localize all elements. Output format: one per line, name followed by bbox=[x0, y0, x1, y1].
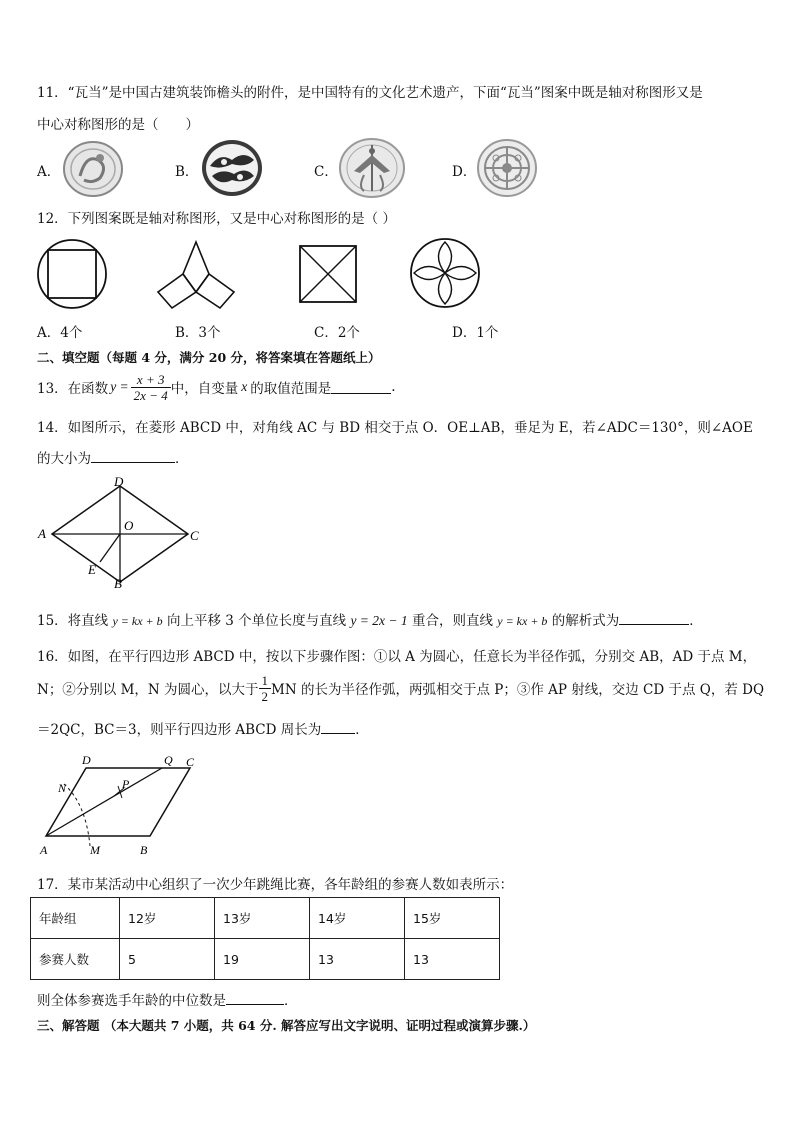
table-cell: 12岁 bbox=[120, 898, 215, 939]
q12-figure-square-diagonals bbox=[298, 244, 358, 304]
wadang-a-image bbox=[62, 140, 124, 198]
q16-stem-line3: ＝2QC，BC＝3，则平行四边形 ABCD 周长为 ． bbox=[37, 722, 369, 738]
q13-denominator: 2x − 4 bbox=[133, 387, 168, 403]
age-group-table bbox=[30, 897, 500, 980]
q16-line3-text: ＝2QC，BC＝3，则平行四边形 ABCD 周长为 bbox=[37, 722, 322, 738]
q16-answer-blank[interactable] bbox=[321, 721, 355, 734]
q14-line2-text: 的大小为 bbox=[37, 451, 91, 467]
q15-prefix: 15．将直线 bbox=[37, 613, 109, 629]
wadang-d-image bbox=[476, 138, 538, 198]
q11-stem-line1: 11．“瓦当”是中国古建筑装饰檐头的附件，是中国特有的文化艺术遗产，下面“瓦当”图案中既是轴对称图形又是 bbox=[37, 85, 703, 101]
q12-option-d: D．1个 bbox=[452, 325, 499, 341]
table-row bbox=[31, 939, 500, 980]
q16-parallelogram-figure bbox=[34, 750, 210, 862]
table-cell: 15岁 bbox=[405, 898, 500, 939]
q13-middle: 中，自变量 bbox=[170, 381, 239, 397]
q12-stem: 12．下列图案既是轴对称图形，又是中心对称图形的是（ ） bbox=[37, 211, 396, 227]
q16-stem-line2 bbox=[37, 668, 764, 708]
table-row bbox=[31, 898, 500, 939]
table-cell: 5 bbox=[120, 939, 215, 980]
q11-option-a-label: A． bbox=[37, 164, 61, 180]
q12-figure-circle-square bbox=[36, 238, 108, 310]
q16-label-m: M bbox=[90, 843, 100, 857]
q13-prefix: 13．在函数 bbox=[37, 381, 109, 397]
table-cell: 13 bbox=[310, 939, 405, 980]
q13-numerator: x + 3 bbox=[131, 372, 171, 388]
q16-label-b: B bbox=[140, 843, 148, 857]
q11-option-b-label: B． bbox=[175, 164, 199, 180]
q16-label-n: N bbox=[58, 781, 67, 795]
q13-answer-blank[interactable] bbox=[331, 381, 391, 394]
q16-label-p: P bbox=[122, 777, 130, 791]
table-cell: 参赛人数 bbox=[31, 939, 120, 980]
q13-lhs: y = bbox=[110, 379, 129, 394]
table-cell: 14岁 bbox=[310, 898, 405, 939]
q14-label-b: B bbox=[114, 576, 122, 591]
q14-rhombus-figure bbox=[34, 474, 204, 592]
q16-label-c: C bbox=[186, 755, 195, 769]
q16-stem-line1: 16．如图，在平行四边形 ABCD 中，按以下步骤作图：①以 A 为圆心，任意长为半径作弧，分别交 AB，AD 于点 M， bbox=[37, 649, 757, 665]
q11-option-d-label: D． bbox=[452, 164, 477, 180]
q16-line2a: N；②分别以 M，N 为圆心，以大于 bbox=[37, 682, 259, 698]
q13-fraction bbox=[131, 372, 171, 403]
q17-question: 则全体参赛选手年龄的中位数是 ． bbox=[37, 993, 298, 1009]
q14-answer-blank[interactable] bbox=[91, 450, 175, 463]
q15-expr3: y = kx + b bbox=[497, 614, 548, 628]
table-cell: 19 bbox=[215, 939, 310, 980]
q14-label-c: C bbox=[190, 528, 199, 543]
q11-stem-line2: 中心对称图形的是（ ） bbox=[37, 117, 199, 133]
q13-suffix: 的取值范围是 bbox=[250, 381, 332, 397]
q14-label-d: D bbox=[114, 474, 124, 489]
q15-answer-blank[interactable] bbox=[619, 612, 689, 625]
q14-label-e: E bbox=[88, 562, 96, 577]
table-cell: 13 bbox=[405, 939, 500, 980]
q12-option-b: B．3个 bbox=[175, 325, 221, 341]
q12-figure-three-rhombi bbox=[154, 240, 238, 310]
wadang-c-image bbox=[338, 137, 406, 199]
q14-label-a: A bbox=[38, 526, 46, 541]
q15-suffix: 的解析式为 bbox=[551, 613, 620, 629]
table-cell: 13岁 bbox=[215, 898, 310, 939]
q16-frac-den: 2 bbox=[261, 688, 269, 704]
q12-option-a: A．4个 bbox=[37, 325, 83, 341]
q15-middle2: 重合，则直线 bbox=[411, 613, 493, 629]
q16-frac-num: 1 bbox=[259, 673, 272, 689]
q16-label-d: D bbox=[82, 753, 91, 767]
q17-answer-blank[interactable] bbox=[226, 992, 284, 1005]
wadang-b-image bbox=[200, 138, 264, 198]
q17-question-text: 则全体参赛选手年龄的中位数是 bbox=[37, 993, 226, 1009]
q14-stem-line1: 14．如图所示，在菱形 ABCD 中，对角线 AC 与 BD 相交于点 O．OE⊥AB，垂足为 E，若∠ADC＝130°，则∠AOE bbox=[37, 420, 753, 436]
q15-middle: 向上平移 3 个单位长度与直线 bbox=[166, 613, 347, 629]
q16-label-q: Q bbox=[164, 753, 173, 767]
q16-line2b: MN 的长为半径作弧，两弧相交于点 P；③作 AP 射线，交边 CD 于点 Q，若 DQ bbox=[271, 682, 765, 698]
q12-figure-four-petals bbox=[408, 236, 482, 310]
section-fill-in-heading: 二、填空题（每题 4 分，满分 20 分，将答案填在答题纸上） bbox=[37, 350, 381, 365]
q12-option-c: C．2个 bbox=[314, 325, 360, 341]
q14-stem-line2: 的大小为 ． bbox=[37, 451, 189, 467]
q13-stem: 13．在函数 y = $\frac{x + 3}{2x - 4}$ 中，自变量 x 的取值范围是 . bbox=[37, 371, 396, 403]
q11-option-c-label: C． bbox=[314, 164, 338, 180]
q15-expr1: y = kx + b bbox=[112, 614, 163, 628]
q15-stem: 15．将直线 y = kx + b 向上平移 3 个单位长度与直线 y = 2x − 1 重合，则直线 y = kx + b 的解析式为 ． bbox=[37, 613, 703, 629]
section-solutions-heading: 三、解答题 （本大题共 7 小题，共 64 分. 解答应写出文字说明、证明过程或演算步骤.） bbox=[37, 1018, 536, 1033]
q16-half-fraction bbox=[259, 673, 272, 704]
q16-label-a: A bbox=[40, 843, 48, 857]
table-cell: 年龄组 bbox=[31, 898, 120, 939]
q13-var: x bbox=[241, 379, 248, 394]
q14-label-o: O bbox=[124, 518, 134, 533]
q17-stem: 17．某市某活动中心组织了一次少年跳绳比赛，各年龄组的参赛人数如表所示： bbox=[37, 877, 514, 893]
q15-expr2: y = 2x − 1 bbox=[350, 613, 408, 628]
